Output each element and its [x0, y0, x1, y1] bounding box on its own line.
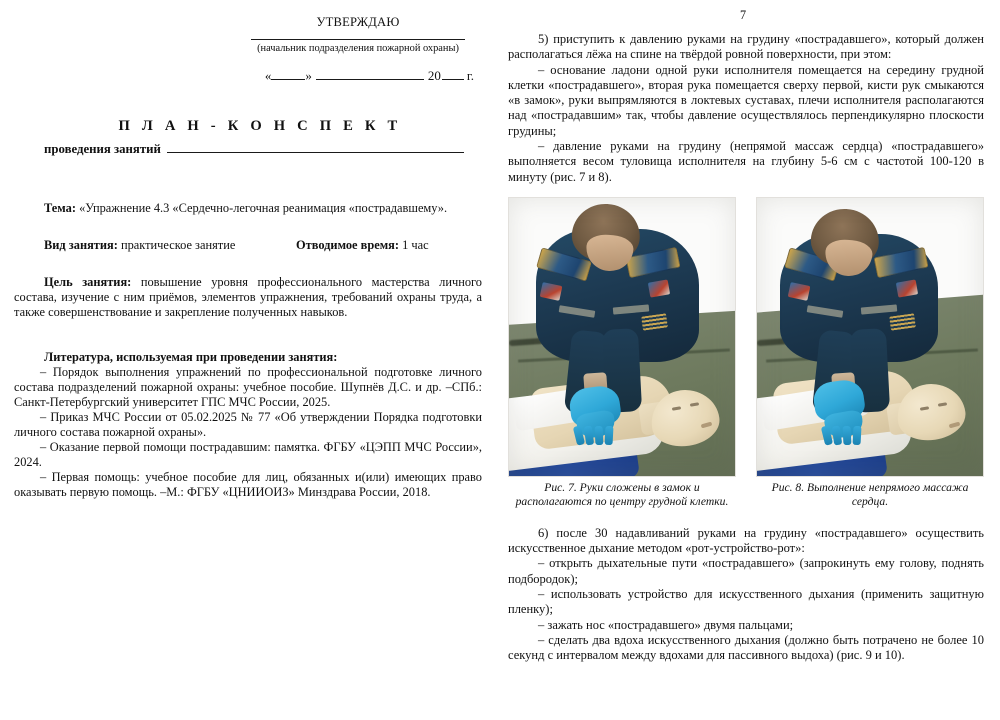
goal-value: повышение уровня профессионального мастерства личного состава, изучение с ним приёмов, элементов упражнения, требований охраны труда, а также совершенствование и закрепление полученных навыков.: [14, 275, 482, 319]
step-6-bullet: – открыть дыхательные пути «пострадавшего» (запрокинуть ему голову, поднять подбородок);: [508, 556, 984, 586]
goal-label: Цель занятия:: [44, 275, 132, 289]
page-title: П Л А Н - К О Н С П Е К Т: [118, 118, 402, 134]
literature-item: – Приказ МЧС России от 05.02.2025 № 77 «Об утверждении Порядка подготовки личного состава пожарной охраны».: [14, 410, 482, 439]
subtitle-row: [14, 140, 482, 157]
literature-item: – Порядок выполнения упражнений по профессиональной подготовке личного состава подразделений пожарной охраны: учебное пособие. Шупнёв Д.С. и др. –СПб.: Санкт-Петербургский университет ГПС МЧС России, 2025.: [14, 365, 482, 409]
approval-signatory-caption: (начальник подразделения пожарной охраны): [257, 43, 459, 54]
literature-heading: Литература, используемая при проведении занятия:: [44, 350, 338, 364]
step-6-paragraph: 6) после 30 надавливаний руками на грудину «пострадавшего» осуществить искусственное дыхание методом «рот-устройство-рот»:: [508, 525, 984, 556]
glove-finger: [842, 426, 851, 446]
approval-title: УТВЕРЖДАЮ: [316, 15, 400, 29]
date-quote-open: «: [264, 68, 272, 83]
glove-finger: [605, 426, 614, 446]
step-6-bullet: – сделать два вдоха искусственного дыхания (должно быть потрачено не более 10 секунд с интервалом между вдохами для пассивного выдоха) (рис. 9 и 10).: [508, 632, 984, 663]
lesson-type-cell: [44, 238, 296, 253]
step-6-bullet: – зажать нос «пострадавшего» двумя пальцами;: [538, 617, 794, 632]
figure-group: [508, 197, 984, 510]
figure-7: [508, 197, 736, 510]
allotted-time-cell: [296, 238, 482, 253]
topic-label: Тема:: [44, 201, 76, 215]
page-number: 7: [739, 8, 747, 22]
step-5-bullet: – основание ладони одной руки исполнителя помещается на середину грудной клетки «пострадавшего», вторая рука помещается сверху первой, кисти рук смыкаются «в замок», руки выпрямляются в локтевых суставах, плечи исполнителя располагаются над «пострадавшим» так, чтобы давление осуществлялось перпендикулярно плоскости грудины;: [508, 62, 984, 138]
literature-item: – Оказание первой помощи пострадавшим: памятка. ФГБУ «ЦЭПП МЧС России», 2024.: [14, 440, 482, 469]
approval-date-line: [242, 68, 474, 84]
allotted-time-label: Отводимое время:: [296, 238, 399, 252]
sp3: [131, 275, 141, 289]
figure-8-photo: [756, 197, 984, 477]
step-6-bullet: – использовать устройство для искусственного дыхания (применить защитную пленку);: [508, 586, 984, 617]
topic-value: «Упражнение 4.3 «Сердечно-легочная реанимация «пострадавшему».: [79, 201, 448, 215]
literature-item: – Первая помощь: учебное пособие для лиц, обязанных и(или) имеющих право оказывать первую помощь. –М.: ФГБУ «ЦНИИОИЗ» Минздрава России, 2018.: [14, 470, 482, 499]
date-day-blank: [271, 68, 305, 80]
date-year-prefix: 20: [427, 68, 441, 83]
topic-row: [14, 201, 482, 216]
subtitle-label: проведения занятий: [44, 142, 161, 156]
lesson-type-label: Вид занятия:: [44, 238, 118, 252]
date-month-blank: [316, 68, 424, 80]
step-5-bullet: – давление руками на грудину (непрямой массаж сердца) «пострадавшего» выполняется весом туловища исполнителя на глубину 5-6 см с частотой 100-120 в минуту (рис. 7 и 8).: [508, 139, 984, 184]
figure-7-caption: Рис. 7. Руки сложены в замок и располагаются по центру грудной клетки.: [515, 480, 729, 509]
figure-7-photo: [508, 197, 736, 477]
approval-block: [242, 14, 474, 84]
signature-rule: [251, 39, 465, 40]
date-quote-close: »: [305, 68, 312, 83]
lesson-type-row: [14, 238, 482, 253]
date-year-suffix: г.: [466, 68, 474, 83]
right-column: [500, 0, 1000, 720]
lesson-type-value: практическое занятие: [120, 238, 236, 252]
glove-finger: [594, 426, 603, 446]
glove-finger: [853, 426, 862, 446]
subtitle-blank: [167, 140, 464, 153]
allotted-time-value: 1 час: [402, 238, 429, 252]
date-year-blank: [442, 68, 464, 80]
cpr-scene: [509, 198, 735, 476]
cpr-scene: [757, 198, 983, 476]
goal-row: [14, 275, 482, 320]
figure-8: [756, 197, 984, 510]
figure-8-caption: Рис. 8. Выполнение непрямого массажа сердца.: [771, 480, 969, 509]
step-5-paragraph: 5) приступить к давлению руками на грудину «пострадавшего», который должен располагаться лёжа на спине на твёрдой ровной поверхности, при этом:: [508, 32, 984, 62]
